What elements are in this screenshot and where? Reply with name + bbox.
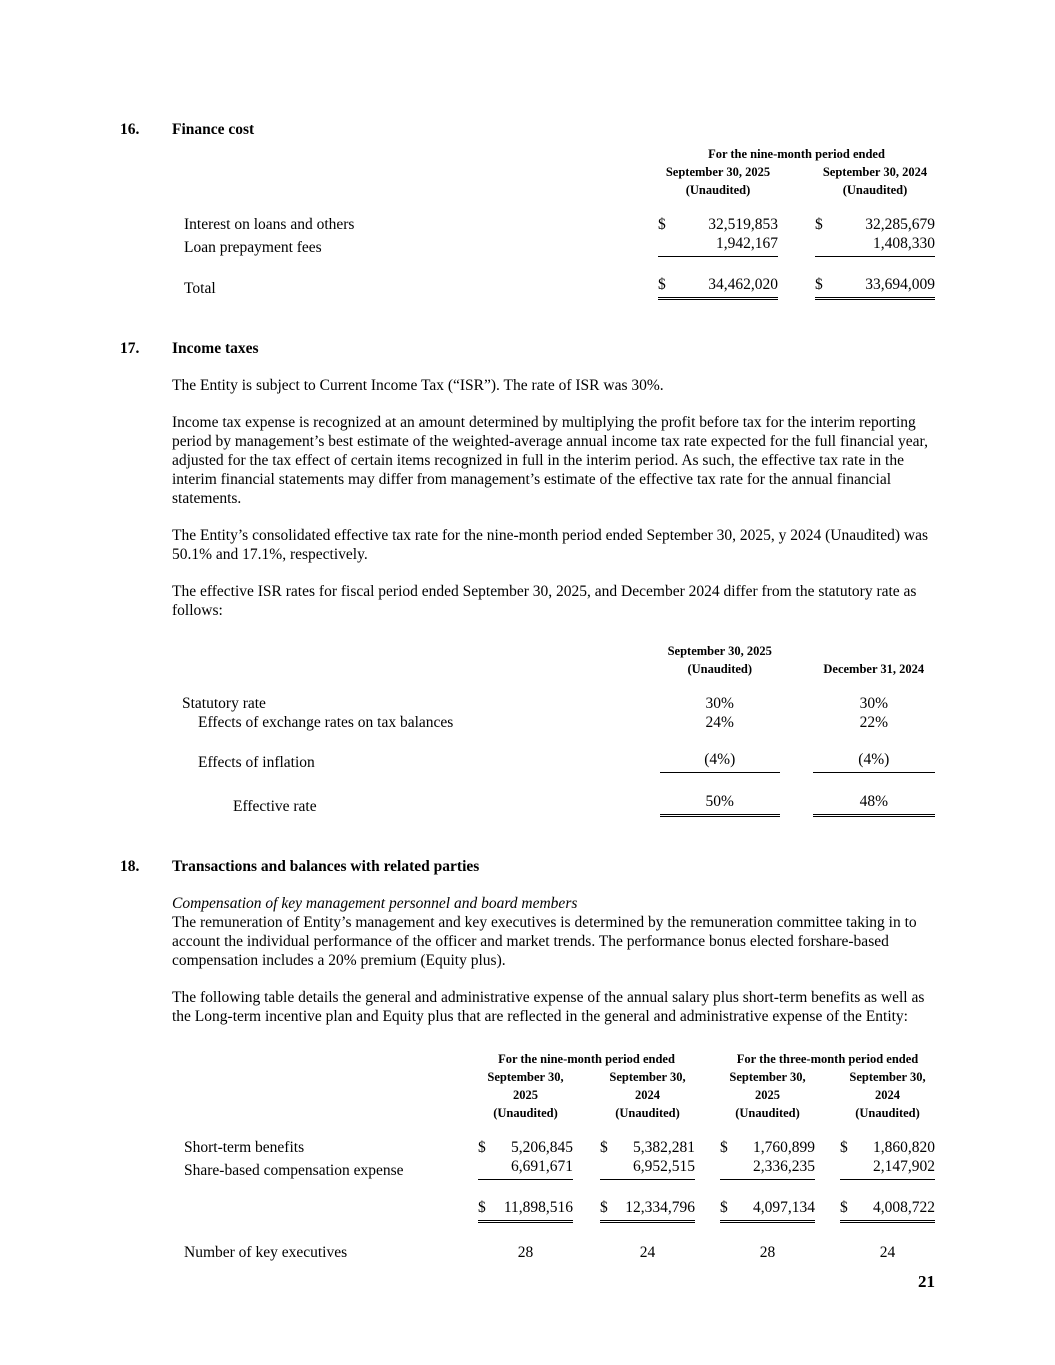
col-gap — [695, 1050, 720, 1068]
column-note: (Unaudited) — [615, 1106, 680, 1120]
compensation-table — [172, 1050, 935, 1262]
rate-value: (4%) — [660, 750, 780, 773]
count-value: 28 — [759, 1244, 776, 1261]
amount: 5,206,845 — [511, 1139, 573, 1156]
amount: 2,147,902 — [858, 1157, 935, 1180]
paragraph: The Entity is subject to Current Income Tax (“ISR”). The rate of ISR was 30%. — [172, 376, 664, 394]
currency-symbol: $ — [840, 1139, 848, 1156]
rate-value: 50% — [660, 792, 780, 816]
row-label: Share-based compensation expense — [184, 1161, 404, 1179]
col-gap — [815, 1138, 840, 1157]
currency-symbol: $ — [720, 1139, 728, 1156]
column-year: 2024 — [635, 1088, 660, 1102]
column-date: September 30, — [487, 1070, 564, 1084]
currency-symbol: $ — [815, 216, 823, 233]
amount: 1,860,820 — [873, 1139, 935, 1156]
amount: 12,334,796 — [618, 1198, 695, 1222]
col-gap — [815, 1198, 840, 1222]
currency-symbol — [840, 1157, 858, 1180]
column-note: (Unaudited) — [493, 1106, 558, 1120]
column-date: September 30, — [849, 1070, 926, 1084]
col-gap — [780, 642, 813, 660]
column-date: September 30, — [729, 1070, 806, 1084]
column-note: (Unaudited) — [855, 1106, 920, 1120]
amount: 1,760,899 — [753, 1139, 815, 1156]
row-label: Number of key executives — [184, 1244, 348, 1261]
col-gap — [573, 1138, 600, 1157]
column-date: September 30, — [609, 1070, 686, 1084]
currency-symbol: $ — [720, 1198, 738, 1222]
total-row — [172, 792, 935, 816]
period-span-header: For the nine-month period ended — [708, 147, 885, 161]
col-gap — [815, 1157, 840, 1180]
total-row — [172, 275, 935, 299]
count-value: 24 — [879, 1244, 896, 1261]
col-gap — [695, 1198, 720, 1222]
rate-value: 30% — [705, 694, 734, 712]
section-16-heading — [120, 120, 935, 139]
rate-value: 30% — [859, 694, 888, 712]
period-span-header: For the nine-month period ended — [498, 1052, 675, 1066]
page-number: 21 — [918, 1272, 935, 1291]
amount: 1,942,167 — [680, 234, 778, 257]
row-label: Effects of exchange rates on tax balances — [198, 713, 454, 731]
amount: 6,691,671 — [496, 1157, 573, 1180]
currency-symbol — [720, 1157, 738, 1180]
column-date: September 30, 2024 — [822, 165, 928, 179]
table-row — [172, 1157, 935, 1180]
col-gap — [695, 1243, 720, 1262]
count-value: 28 — [517, 1244, 534, 1261]
currency-symbol: $ — [840, 1198, 858, 1222]
rate-value: (4%) — [813, 750, 935, 773]
row-label: Effects of inflation — [198, 754, 315, 771]
amount: 34,462,020 — [680, 275, 778, 299]
currency-symbol — [478, 1157, 496, 1180]
section-17-heading — [120, 339, 935, 358]
row-label: Effective rate — [233, 797, 317, 815]
rate-value: 24% — [705, 713, 734, 731]
count-value: 24 — [639, 1244, 656, 1261]
column-year: 2025 — [755, 1088, 780, 1102]
table-row — [172, 234, 935, 257]
currency-symbol: $ — [478, 1139, 486, 1156]
col-gap — [780, 694, 813, 713]
amount: 11,898,516 — [496, 1198, 573, 1222]
finance-cost-table — [172, 145, 935, 300]
table-row — [172, 1243, 935, 1262]
paragraph: The effective ISR rates for fiscal period ended September 30, 2025, and December 2024 differ from the statutory rate as follows: — [172, 582, 917, 619]
rate-value: 22% — [859, 713, 888, 731]
amount: 6,952,515 — [618, 1157, 695, 1180]
period-span-header: For the three-month period ended — [736, 1052, 919, 1066]
column-date: December 31, 2024 — [823, 661, 925, 676]
paragraph: The Entity’s consolidated effective tax rate for the nine-month period ended September 30, 2025, y 2024 (Unaudited) was 50.1% and 17.1%, respectively. — [172, 526, 928, 563]
currency-symbol: $ — [658, 275, 680, 299]
amount: 5,382,281 — [633, 1139, 695, 1156]
currency-symbol: $ — [815, 275, 837, 299]
amount: 4,008,722 — [858, 1198, 935, 1222]
currency-symbol — [815, 234, 837, 257]
column-year: 2025 — [513, 1088, 538, 1102]
paragraph: The remuneration of Entity’s management and key executives is determined by the remuneration committee taking in to account the individual performance of the officer and market trends. The performance bonus elected forshare-based compensation includes a 20% premium (Equity plus). — [172, 914, 917, 969]
column-date: September 30, 2025 — [665, 165, 771, 179]
col-gap — [815, 1243, 840, 1262]
row-label: Interest on loans and others — [184, 216, 355, 233]
currency-symbol: $ — [658, 216, 666, 233]
table-row — [172, 215, 935, 234]
column-note: (Unaudited) — [842, 183, 908, 197]
amount: 32,519,853 — [708, 216, 778, 233]
col-gap — [695, 1157, 720, 1180]
subtotal-row — [172, 1198, 935, 1222]
currency-symbol: $ — [478, 1198, 496, 1222]
amount: 4,097,134 — [738, 1198, 815, 1222]
subheading: Compensation of key management personnel and board members — [172, 895, 578, 912]
currency-symbol — [600, 1157, 618, 1180]
column-note: (Unaudited) — [685, 183, 751, 197]
section-18-title: Transactions and balances with related parties — [172, 858, 480, 875]
amount: 32,285,679 — [865, 216, 935, 233]
amount: 2,336,235 — [738, 1157, 815, 1180]
section-18-number: 18. — [120, 858, 140, 875]
currency-symbol — [658, 234, 680, 257]
table-row — [172, 694, 935, 713]
col-gap — [778, 163, 815, 181]
section-17-title: Income taxes — [172, 339, 259, 357]
amount: 33,694,009 — [837, 275, 935, 299]
column-date: September 30, 2025 — [667, 643, 772, 658]
col-gap — [778, 234, 815, 257]
col-gap — [573, 1157, 600, 1180]
column-year: 2024 — [875, 1088, 900, 1102]
currency-symbol: $ — [600, 1139, 608, 1156]
col-gap — [780, 713, 813, 732]
col-gap — [778, 215, 815, 234]
col-gap — [780, 660, 813, 678]
row-label: Statutory rate — [182, 694, 266, 712]
row-label: Loan prepayment fees — [184, 238, 322, 256]
section-17-number: 17. — [120, 339, 140, 357]
col-gap — [778, 181, 815, 199]
row-label: Total — [184, 280, 216, 297]
table-row — [172, 750, 935, 773]
section-16-number: 16. — [120, 121, 140, 138]
effective-rate-table — [172, 642, 935, 818]
col-gap — [573, 1198, 600, 1222]
col-gap — [780, 750, 813, 773]
currency-symbol: $ — [600, 1198, 618, 1222]
rate-value: 48% — [813, 792, 935, 816]
col-gap — [778, 275, 815, 299]
amount: 1,408,330 — [837, 234, 935, 257]
col-gap — [573, 1243, 600, 1262]
paragraph: Income tax expense is recognized at an amount determined by multiplying the profit before tax for the interim reporting period by management’s best estimate of the weighted-average annual income tax rate expected for the full financial year, adjusted for the tax effect of certain items recognized in full in the interim period. As such, the effective tax rate in the interim financial statements may differ from management’s estimate of the effective tax rate for the annual financial statements. — [172, 413, 928, 507]
table-row — [172, 713, 935, 732]
row-label: Short-term benefits — [184, 1139, 305, 1156]
col-gap — [695, 1138, 720, 1157]
column-note: (Unaudited) — [735, 1106, 800, 1120]
section-18-heading — [120, 857, 935, 876]
col-gap — [780, 792, 813, 816]
paragraph: The following table details the general and administrative expense of the annual salary plus short-term benefits as well as the Long-term incentive plan and Equity plus that are reflected in the general and administrative expense of the Entity: — [172, 989, 925, 1025]
table-row — [172, 1138, 935, 1157]
section-16-title: Finance cost — [172, 121, 255, 138]
column-note: (Unaudited) — [687, 661, 753, 676]
